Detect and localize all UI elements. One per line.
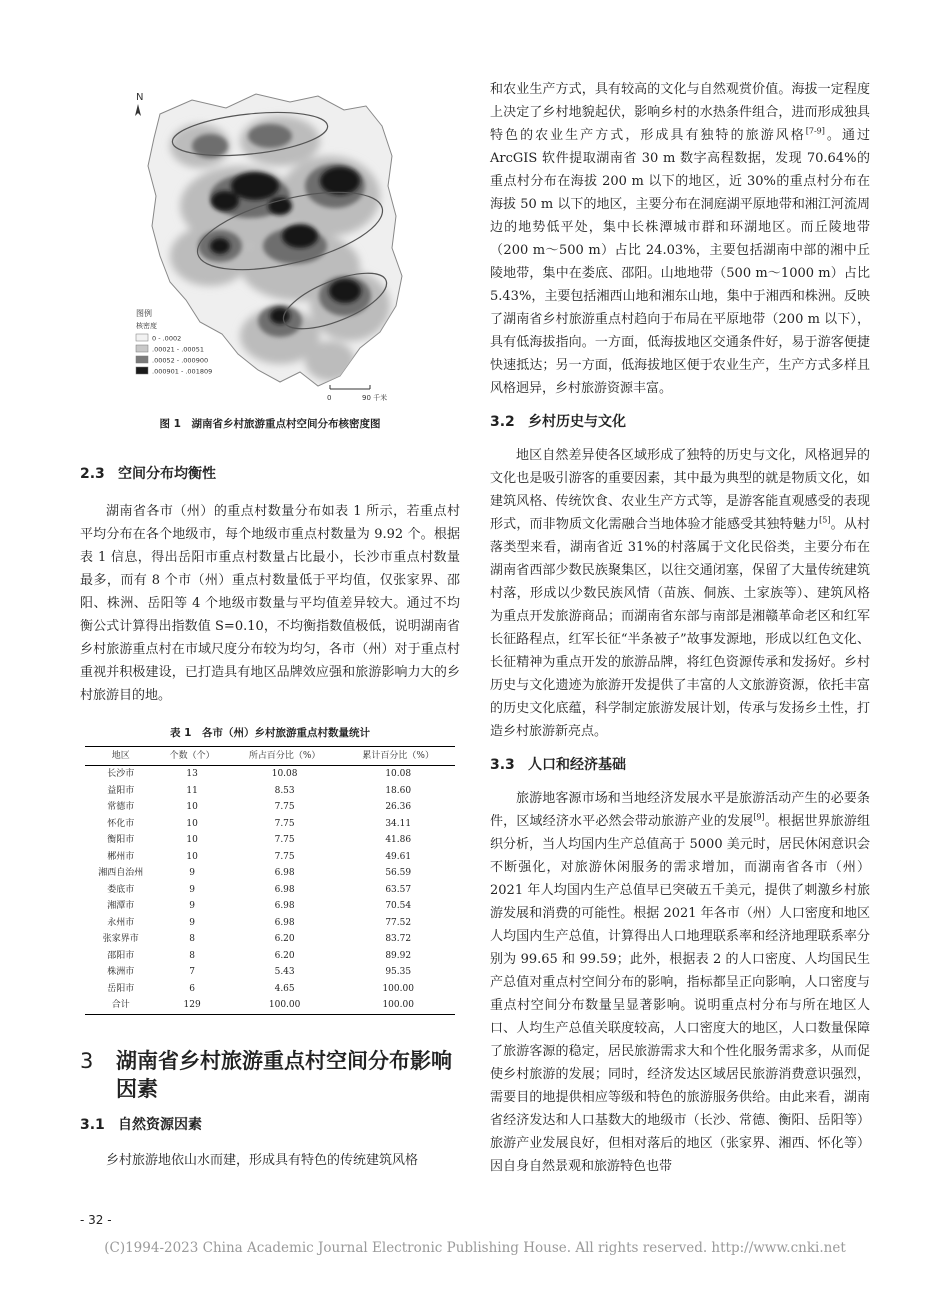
legend-swatch [136, 334, 148, 341]
section-number: 3.3 [490, 757, 515, 773]
table-cell: 11 [186, 785, 198, 796]
table-cell: 89.92 [385, 950, 412, 961]
table-cell: 7.75 [274, 835, 295, 845]
table-cell: 13 [186, 769, 198, 779]
table-cell: 100.00 [341, 997, 455, 1014]
table-cell: 9 [189, 868, 195, 878]
page-number: - 32 - [80, 1213, 112, 1227]
paragraph-3-1-continued [490, 78, 870, 400]
table-header-cell: 所占百分比（%） [228, 747, 342, 766]
legend-swatch [136, 356, 148, 363]
table-cell: 18.60 [385, 785, 412, 796]
table-cell: 邵阳市 [107, 950, 135, 961]
table-cell: 10 [186, 818, 198, 829]
table-cell: 娄底市 [107, 884, 135, 895]
table-header-row [85, 747, 455, 766]
statistics-table [85, 746, 455, 1015]
figure-caption: 图 1 湖南省乡村旅游重点村空间分布核密度图 [159, 418, 381, 430]
copyright-footer: (C)1994-2023 China Academic Journal Electronic Publishing House. All rights reserved. http://www.cnki.net [104, 1240, 846, 1256]
table-cell: 郴州市 [107, 851, 135, 862]
section-title: 乡村历史与文化 [528, 414, 626, 430]
table-cell: 6.98 [274, 901, 295, 911]
legend-label: .00021 - .00051 [152, 345, 204, 354]
table-cell: 9 [189, 884, 195, 895]
scale-label: 90 千米 [362, 394, 388, 402]
table-cell: 6.98 [274, 884, 295, 895]
table-cell: 4.65 [274, 983, 295, 994]
scale-bar [327, 385, 387, 402]
table-cell: 7.75 [274, 802, 295, 812]
citation: [9] [753, 812, 765, 822]
section-heading-3-3 [490, 755, 870, 775]
table-cell: 6.20 [274, 934, 295, 944]
table-cell: 衡阳市 [107, 835, 135, 845]
table-cell: 9 [189, 917, 195, 928]
table-row [85, 948, 455, 965]
paragraph-3-2 [490, 444, 870, 743]
legend-title: 图例 [136, 309, 152, 318]
table-cell: 7.75 [274, 818, 295, 829]
citation: [7-9] [805, 126, 825, 136]
table-row [85, 981, 455, 998]
table-cell: 7.75 [274, 851, 295, 862]
table-cell: 34.11 [385, 818, 412, 829]
citation: [5] [819, 515, 831, 525]
table-row [85, 915, 455, 932]
table-row [85, 816, 455, 833]
section-title: 空间分布均衡性 [118, 466, 216, 482]
table-row [85, 865, 455, 882]
legend-swatch [136, 367, 148, 374]
left-column [80, 464, 460, 1172]
table-cell: 10 [186, 802, 198, 812]
table-cell: 26.36 [385, 802, 412, 812]
table-cell: 永州市 [107, 917, 135, 928]
section-number: 3.2 [490, 414, 515, 430]
table-row [85, 766, 455, 783]
table-cell: 长沙市 [107, 769, 135, 779]
table-cell: 10 [186, 835, 198, 845]
section-title: 人口和经济基础 [528, 757, 626, 773]
legend-label: .00052 - .000900 [152, 356, 209, 365]
table-cell: 株洲市 [107, 967, 135, 977]
text-run: 旅游地客源市场和当地经济发展水平是旅游活动产生的必要条件，区域经济水平必然会带动旅游产业的发展 [490, 791, 870, 829]
table-cell: 100.00 [228, 997, 342, 1014]
table-row [85, 997, 455, 1014]
table-cell: 湘西自治州 [98, 868, 144, 878]
paragraph-3-1-start: 乡村旅游地依山水而建，形成具有特色的传统建筑风格 [106, 1152, 419, 1168]
section-title: 湖南省乡村旅游重点村空间分布影响因素 [116, 1048, 452, 1101]
table-cell: 95.35 [385, 967, 412, 977]
table-cell: 张家界市 [102, 934, 139, 944]
table-caption: 表 1 各市（州）乡村旅游重点村数量统计 [170, 727, 370, 739]
legend-swatch [136, 345, 148, 352]
table-cell: 10.08 [385, 769, 412, 779]
table-cell: 常德市 [107, 802, 135, 812]
text-run: 。从村落类型来看，湖南省近 31%的村落属于文化民俗类，主要分布在湖南省西部少数民族聚集区，以往交通闭塞，保留了大量传统建筑村落，形成以少数民族风情（苗族、侗族、土家族等）、建筑风格为重点开发旅游商品；而湖南省东部与南部是湘赣革命老区和红军长征路程点，红军长征“半条被子”故事发源地，形成以红色文化、长征精神为重点开发的旅游品牌，将红色资源传承和发扬好。乡村历史与文化遗迹为旅游开发提供了丰富的人文旅游资源，依托丰富的历史文化底蕴，科学制定旅游发展计划，传承与发扬乡土性，打造乡村旅游新亮点。 [490, 517, 870, 739]
legend-label: 0 - .0002 [152, 334, 182, 343]
paragraph-3-3 [490, 787, 870, 1178]
legend-subtitle: 核密度 [136, 322, 157, 330]
table-row [85, 898, 455, 915]
section-number: 3.1 [80, 1116, 105, 1133]
text-run: 。根据世界旅游组织分析，当人均国内生产总值高于 5000 美元时，居民休闲意识会不断强化，对旅游休闲服务的需求增加，而湖南省各市（州）2021 年人均国内生产总值早已突破五千美元，提供了刺激乡村旅游发展和消费的可能性。根据 2021 年各市（州）人口密度和地区人均国内生产总值，计算得出人口地理联系率和经济地理联系率分别为 99.65 和 99.59；此外，根据表 2 的人口密度、人均国民生产总值对重点村空间分布的影响，指标都呈正向影响，人口密度与重点村空间分布数量呈显著影响。说明重点村分布与所在地区人口、人均生产总值关联度较高，人口密度大的地区，人口数量保障了旅游客源的稳定，居民旅游需求大和个性化服务需求多，从而促使乡村旅游的发展；同时，经济发达区域居民旅游消费意识强烈，需要目的地提供相应等级和特色的旅游服务供给。由此来看，湖南省经济发达和人口基数大的地级市（长沙、常德、衡阳、岳阳等）旅游产业发展良好，但相对落后的地区（张家界、湘西、怀化等）因自身自然景观和旅游特色也带 [490, 814, 870, 1174]
table-cell: 129 [156, 997, 227, 1014]
scale-zero: 0 [327, 394, 332, 402]
table-cell: 8 [189, 950, 195, 961]
table-cell: 5.43 [274, 967, 295, 977]
table-cell: 100.00 [382, 983, 414, 994]
table-cell: 56.59 [385, 868, 412, 878]
section-number: 2.3 [80, 466, 105, 482]
table-cell: 8 [189, 934, 195, 944]
legend-label: .000901 - .001809 [152, 367, 213, 376]
table-header-cell: 累计百分比（%） [341, 747, 455, 766]
paragraph-2-3: 湖南省各市（州）的重点村数量分布如表 1 所示，若重点村平均分布在各个地级市，每个地级市重点村数量为 9.92 个。根据表 1 信息，得出岳阳市重点村数量占比最小，长沙市重点村数量最多，而有 8 个市（州）重点村数量低于平均值，仅张家界、邵阳、株洲、岳阳等 4 个地级市数量与平均值差异较大。通过不均衡公式计算得出指数值 S=0.10，不均衡指数值极低，说明湖南省乡村旅游重点村在市域尺度分布较为均匀，各市（州）对于重点村重视并积极建设，已打造具有地区品牌效应强和旅游影响力大的乡村旅游目的地。 [80, 504, 460, 703]
table-cell: 6.98 [274, 917, 295, 928]
table-row [85, 832, 455, 849]
table-cell: 6.98 [274, 868, 295, 878]
table-cell: 41.86 [385, 835, 412, 845]
table-row [85, 882, 455, 899]
section-heading-3-1 [80, 1115, 460, 1135]
table-row [85, 783, 455, 800]
table-cell: 岳阳市 [107, 983, 135, 994]
section-number: 3 [80, 1048, 94, 1073]
table-cell: 9 [189, 901, 195, 911]
table-cell: 10 [186, 851, 198, 862]
table-cell: 怀化市 [107, 818, 135, 829]
map-svg [130, 86, 430, 406]
section-title: 自然资源因素 [118, 1116, 202, 1133]
table-row [85, 799, 455, 816]
table-cell: 湘潭市 [107, 901, 135, 911]
table-cell: 合计 [85, 997, 156, 1014]
table-header-cell: 地区 [85, 747, 156, 766]
section-heading-3-2 [490, 412, 870, 432]
table-cell: 70.54 [385, 901, 412, 911]
table-cell: 益阳市 [107, 785, 135, 796]
north-label: N [136, 92, 144, 103]
table-cell: 77.52 [385, 917, 412, 928]
section-heading-2-3 [80, 464, 460, 484]
table-row [85, 964, 455, 981]
table-cell: 6.20 [274, 950, 295, 961]
table-row [85, 931, 455, 948]
text-run: 。通过 ArcGIS 软件提取湖南省 30 m 数字高程数据，发现 70.64%的重点村分布在海拔 200 m 以下的地区，近 30%的重点村分布在海拔 50 m 以下的地区，主要分布在洞庭湖平原地带和湘江河流周边的地势低平处，集中长株潭城市群和环湖地区。而丘陵地带（200 m～500 m）占比 24.03%，主要包括湖南中部的湘中丘陵地带，集中在娄底、邵阳。山地地带（500 m～1000 m）占比 5.43%，主要包括湘西山地和湘东山地，集中于湘西和株洲。反映了湖南省乡村旅游重点村趋向于布局在平原地带（200 m 以下），具有低海拔指向。一方面，低海拔地区交通条件好，易于游客便捷快速抵达；另一方面，低海拔地区便于农业生产，生产方式多样且风格迥异，乡村旅游资源丰富。 [490, 128, 870, 396]
table-header-cell: 个数（个） [156, 747, 227, 766]
north-arrow-icon [135, 104, 141, 116]
right-column [490, 78, 870, 1178]
text-run: 地区自然差异使各区域形成了独特的历史与文化，风格迥异的文化也是吸引游客的重要因素，其中最为典型的就是物质文化，如建筑风格、传统饮食、农业生产方式等，是游客能直观感受的表现形式，而非物质文化需融合当地体验才能感受其独特魅力 [490, 448, 870, 532]
table-cell: 8.53 [274, 785, 295, 796]
table-row [85, 849, 455, 866]
section-heading-3 [80, 1047, 460, 1103]
kernel-density-map [130, 86, 430, 406]
table-cell: 6 [189, 983, 195, 994]
text-run: 和农业生产方式，具有较高的文化与自然观赏价值。海拔一定程度上决定了乡村地貌起伏，影响乡村的水热条件组合，进而形成独具特色的农业生产方式，形成具有独特的旅游风格 [490, 82, 870, 143]
table-cell: 83.72 [385, 934, 412, 944]
table-cell: 49.61 [385, 851, 412, 862]
table-cell: 10.08 [271, 769, 298, 779]
table-cell: 7 [189, 967, 195, 977]
table-cell: 63.57 [385, 884, 412, 895]
